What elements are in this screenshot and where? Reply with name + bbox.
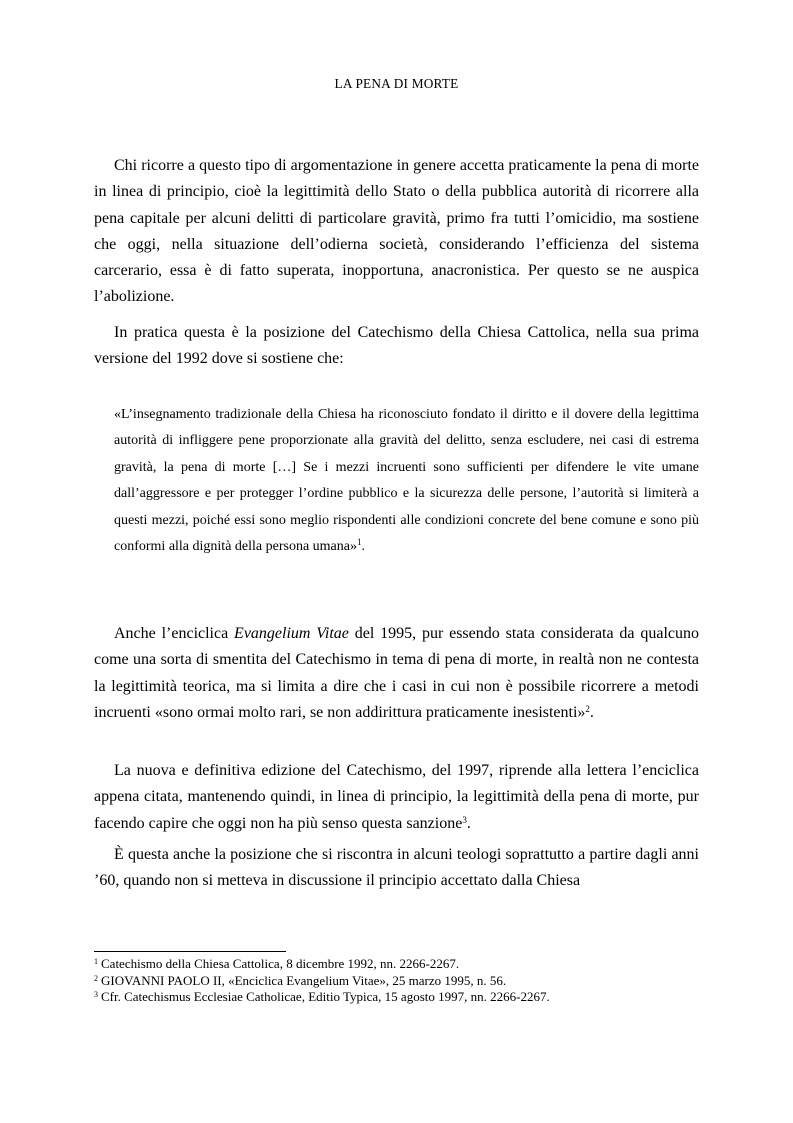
paragraph-3-end: . xyxy=(589,703,594,721)
footnote-ref-2[interactable]: 2 xyxy=(585,703,590,714)
paragraph-3-rest: del 1995, pur essendo stata considerata da qualcuno come una sorta di smentita del Catechismo in tema di pena di morte, in realtà non ne contesta la legittimità teorica, ma si limita a dire che i casi in cui non è possibile ricorrere a metodi incruenti «sono ormai molto rari, se non addirittura praticamente inesistenti» xyxy=(94,625,700,721)
footnote-number: 2 xyxy=(94,973,98,983)
footnote-text: Cfr. Catechismus Ecclesiae Catholicae, Editio Typica, 15 agosto 1997, nn. 2266-2267. xyxy=(101,989,550,1005)
footnote-number: 3 xyxy=(94,990,98,1000)
encyclical-title: Evangelium Vitae xyxy=(234,625,349,642)
quote-end: . xyxy=(361,539,365,555)
footnote-text: GIOVANNI PAOLO II, «Enciclica Evangelium Vitae», 25 marzo 1995, n. 56. xyxy=(101,972,507,988)
footnotes xyxy=(94,956,714,1006)
footnote-ref-3[interactable]: 3 xyxy=(462,814,467,825)
footnote-3 xyxy=(94,989,714,1006)
paragraph-4-text: La nuova e definitiva edizione del Catechismo, del 1997, riprende alla lettera l’enciclica appena citata, mantenendo quindi, in linea di principio, la legittimità della pena di morte, pur facendo capire che oggi non ha più senso questa sanzione xyxy=(94,762,699,832)
quote-text: «L’insegnamento tradizionale della Chiesa ha riconosciuto fondato il diritto e il dovere della legittima autorità di infliggere pene proporzionate alla gravità del delitto, senza escludere, nei casi di estrema gravità, la pena di morte […] Se i mezzi incruenti sono sufficienti per difendere le vite umane dall’aggressore e per protegger l’ordine pubblico e la sicurezza delle persone, l’autorità si limiterà a questi mezzi, poiché essi sono meglio rispondenti alle condizioni concrete del bene comune e sono più conformi alla dignità della persona umana» xyxy=(114,407,699,555)
block-quote xyxy=(114,402,699,560)
footnote-text: Catechismo della Chiesa Cattolica, 8 dicembre 1992, nn. 2266-2267. xyxy=(101,956,460,971)
footnote-separator xyxy=(94,951,286,952)
paragraph-2: In pratica questa è la posizione del Catechismo della Chiesa Cattolica, nella sua prima versione del 1992 dove si sostiene che: xyxy=(94,324,699,368)
paragraph-5: È questa anche la posizione che si riscontra in alcuni teologi soprattutto a partire dagli anni ’60, quando non si metteva in discussione il principio accettato dalla Chiesa xyxy=(94,846,699,890)
paragraph-4 xyxy=(94,758,699,837)
footnote-ref-1[interactable]: 1 xyxy=(356,537,362,548)
paragraph-4-end: . xyxy=(466,814,471,832)
footnote-number: 1 xyxy=(94,957,98,966)
paragraph-3-start: Anche l’enciclica xyxy=(114,625,235,642)
footnote-2 xyxy=(94,973,714,990)
paragraph-3 xyxy=(94,621,699,726)
paragraph-1: Chi ricorre a questo tipo di argomentazione in genere accetta praticamente la pena di morte in linea di principio, cioè la legittimità dello Stato o della pubblica autorità di ricorrere alla pena capitale per alcuni delitti di particolare gravità, primo fra tutti l’omicidio, ma sostiene che oggi, nella situazione dell’odierna società, considerando l’efficienza del sistema carcerario, essa è di fatto superata, inopportuna, anacronistica. Per questo se ne auspica l’abolizione. xyxy=(94,157,699,306)
running-header: LA PENA DI MORTE xyxy=(334,76,459,91)
footnote-1 xyxy=(94,956,714,973)
